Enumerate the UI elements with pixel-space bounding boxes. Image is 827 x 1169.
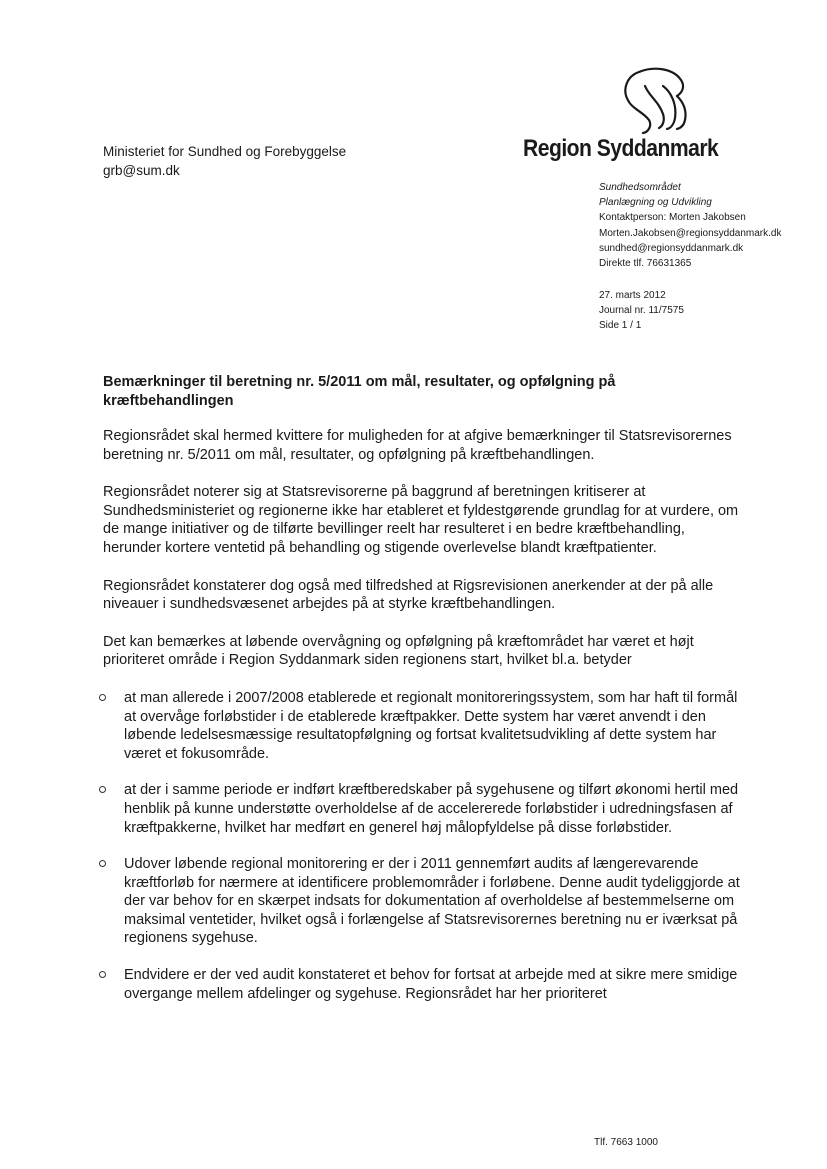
sender-area: Sundhedsområdet <box>599 182 681 193</box>
list-item <box>103 689 743 763</box>
bullet-circle-icon <box>99 860 106 867</box>
letter-body <box>103 427 743 1021</box>
body-paragraph: Regionsrådet noterer sig at Statsrevisorerne på baggrund af beretningen kritiserer at Sundhedsministeriet og regionerne ikke har etableret et fyldestgørende grundlag for at vurdere, om de mange initiativer og de tilførte bevillinger reelt har resulteret i en bedre kræftbehandling, herunder kortere ventetid på behandling og stigende overlevelse blandt kræftpatienter. <box>103 484 739 556</box>
bullet-circle-icon <box>99 971 106 978</box>
sender-contact-email: Morten.Jakobsen@regionsyddanmark.dk <box>599 227 782 239</box>
list-item-text: Endvidere er der ved audit konstateret et behov for fortsat at arbejde med at sikre mere smidige overgange mellem afdelinger og sygehuse. Regionsrådet har her prioriteret <box>124 967 738 1002</box>
list-item <box>103 781 743 837</box>
page-number: Side 1 / 1 <box>599 320 642 332</box>
list-item <box>103 966 743 1003</box>
body-paragraph: Regionsrådet skal hermed kvittere for muligheden for at afgive bemærkninger til Statsrevisorernes beretning nr. 5/2011 om mål, resultater, og opfølgning på kræftbehandlingen. <box>103 428 732 463</box>
recipient-name: Ministeriet for Sundhed og Forebyggelse <box>103 144 347 159</box>
recipient-email: grb@sum.dk <box>103 163 180 178</box>
list-item-text: Udover løbende regional monitorering er der i 2011 gennemført audits af længerevarende kræftforløb for nærmere at identificere problemområder i forløbene. Denne audit tydeliggjorde at der var behov for en skærpet indsats for dokumentation af overholdelse af bestemmelserne om maksimal ventetider, hvilket også i forlængelse af Statsrevisorernes beretning nu er iværksat på regionens sygehuse. <box>124 856 740 947</box>
region-syddanmark-logo-icon <box>619 62 699 136</box>
bullet-list <box>103 689 743 1003</box>
list-item-text: at man allerede i 2007/2008 etablerede et regionalt monitoreringssystem, som har haft til formål at overvåge forløbstider i de etablerede kræftpakker. Dette system har været anvendt i den løbende ledelsesmæssige resultatopfølgning og fortsat kvalitetsudvikling af dette system har været et fokusområde. <box>124 689 738 762</box>
bullet-circle-icon <box>99 786 106 793</box>
region-logo-text: Region Syddanmark <box>523 135 719 162</box>
sender-block <box>599 180 781 271</box>
bullet-circle-icon <box>99 694 106 701</box>
journal-number: Journal nr. 11/7575 <box>599 305 684 317</box>
sender-phone: Direkte tlf. 76631365 <box>599 258 692 270</box>
letter-date: 27. marts 2012 <box>599 290 666 301</box>
letter-meta <box>599 288 684 334</box>
letter-headline: Bemærkninger til beretning nr. 5/2011 om mål, resultater, og opfølgning på kræftbehandlingen <box>103 374 616 409</box>
recipient-block <box>103 142 346 180</box>
list-item-text: at der i samme periode er indført kræftberedskaber på sygehusene og tilført økonomi hertil med henblik på kunne understøtte overholdelse af de accelererede forløbstider i udredningsfasen af kræftpakkerne, hvilket har medført en generel høj målopfyldelse på disse forløbstider. <box>124 782 739 836</box>
sender-department: Planlægning og Udvikling <box>599 197 712 209</box>
footer-phone: Tlf. 7663 1000 <box>594 1137 658 1148</box>
list-item <box>103 855 743 948</box>
sender-general-email: sundhed@regionsyddanmark.dk <box>599 242 744 254</box>
sender-contact: Kontaktperson: Morten Jakobsen <box>599 212 746 224</box>
body-paragraph: Regionsrådet konstaterer dog også med tilfredshed at Rigsrevisionen anerkender at der på alle niveauer i sundhedsvæsenet arbejdes på at styrke kræftbehandlingen. <box>103 577 714 613</box>
body-paragraph: Det kan bemærkes at løbende overvågning og opfølgning på kræftområdet har været et højt prioriteret område i Region Syddanmark siden regionens start, hvilket bl.a. betyder <box>103 633 694 669</box>
region-logo <box>523 62 723 172</box>
